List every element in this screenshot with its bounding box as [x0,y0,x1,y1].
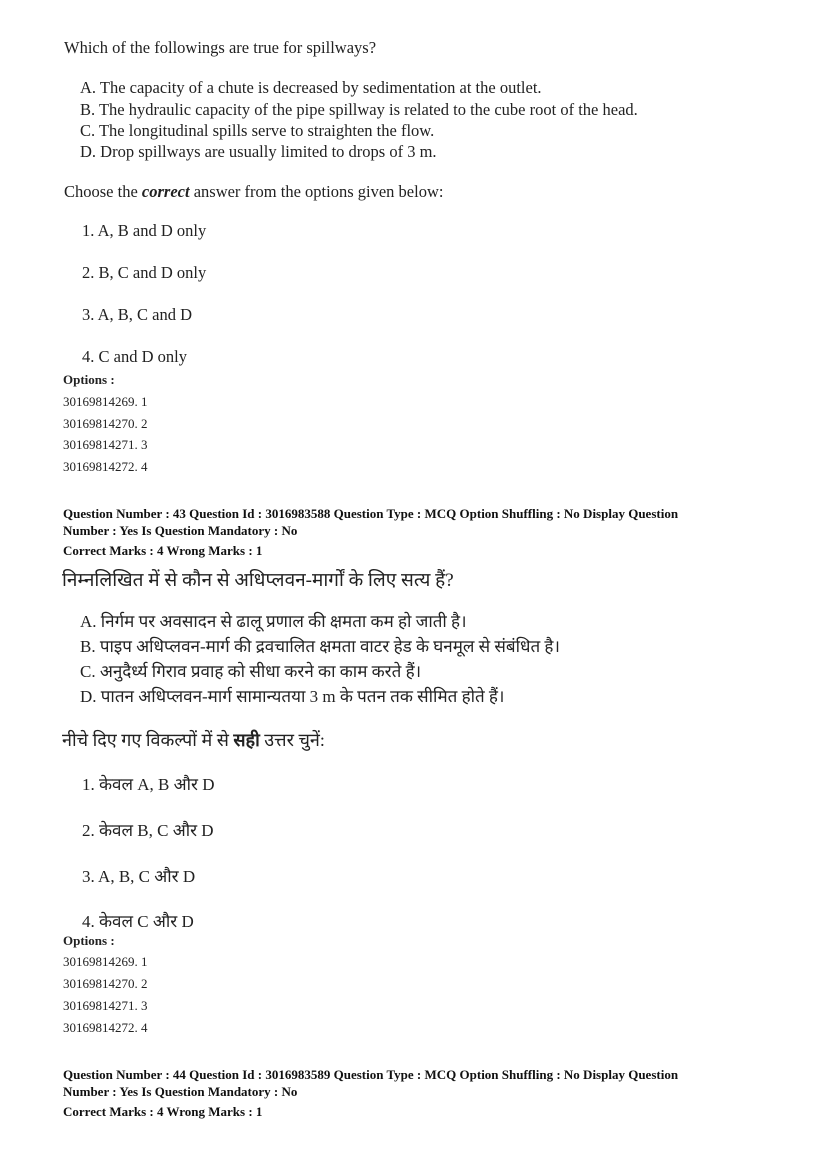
statement-d-hindi: D. पातन अधिप्लवन-मार्ग सामान्यतया 3 m के पतन तक सीमित होते हैं। [80,687,505,706]
choose-post: उत्तर चुनें: [259,730,325,750]
question-text: Which of the followings are true for spillways? [64,38,377,57]
statement-b: B. The hydraulic capacity of the pipe spillway is related to the cube root of the head. [80,100,638,119]
answer-2: 2. B, C and D only [82,263,207,282]
option-id: 30169814271. 3 [63,998,148,1013]
question-text-hindi: निम्नलिखित में से कौन से अधिप्लवन-मार्गों के लिए सत्य हैं? [62,570,454,591]
choose-emphasis: correct [141,182,190,201]
answer-3: 3. A, B, C and D [82,305,193,324]
answer-1: 1. A, B and D only [82,221,207,240]
statement-c: C. The longitudinal spills serve to straighten the flow. [80,121,435,140]
choose-instruction [64,182,443,202]
question-meta: Number : Yes Is Question Mandatory : No [63,1084,298,1099]
options-label: Options : [63,372,115,387]
question-meta: Number : Yes Is Question Mandatory : No [63,523,298,538]
answer-4-hindi: 4. केवल C और D [82,912,194,931]
choose-instruction-hindi [62,728,325,752]
statement-d: D. Drop spillways are usually limited to drops of 3 m. [80,142,437,161]
answer-1-hindi: 1. केवल A, B और D [82,775,215,794]
choose-pre: Choose the [64,182,142,201]
answer-3-hindi: 3. A, B, C और D [82,867,196,886]
answer-4: 4. C and D only [82,347,187,366]
question-marks: Correct Marks : 4 Wrong Marks : 1 [63,543,263,558]
statement-a: A. The capacity of a chute is decreased by sedimentation at the outlet. [80,78,542,97]
option-id: 30169814271. 3 [63,437,148,452]
option-id: 30169814269. 1 [63,394,148,409]
answer-2-hindi: 2. केवल B, C और D [82,821,214,840]
question-meta: Question Number : 44 Question Id : 3016983589 Question Type : MCQ Option Shuffling : No Display Question [63,1067,679,1082]
question-meta: Question Number : 43 Question Id : 3016983588 Question Type : MCQ Option Shuffling : No Display Question [63,506,679,521]
option-id: 30169814272. 4 [63,459,148,474]
choose-emphasis: सही [233,730,260,750]
option-id: 30169814272. 4 [63,1020,148,1035]
option-id: 30169814270. 2 [63,976,148,991]
statement-c-hindi: C. अनुदैर्ध्य गिराव प्रवाह को सीधा करने का काम करते हैं। [80,662,422,681]
option-id: 30169814270. 2 [63,416,148,431]
option-id: 30169814269. 1 [63,954,148,969]
options-label: Options : [63,933,115,948]
statement-b-hindi: B. पाइप अधिप्लवन-मार्ग की द्रवचालित क्षमता वाटर हेड के घनमूल से संबंधित है। [80,637,560,656]
question-marks: Correct Marks : 4 Wrong Marks : 1 [63,1104,263,1119]
statement-a-hindi: A. निर्गम पर अवसादन से ढालू प्रणाल की क्षमता कम हो जाती है। [80,612,467,631]
choose-post: answer from the options given below: [189,182,444,201]
choose-pre: नीचे दिए गए विकल्पों में से [62,730,234,750]
